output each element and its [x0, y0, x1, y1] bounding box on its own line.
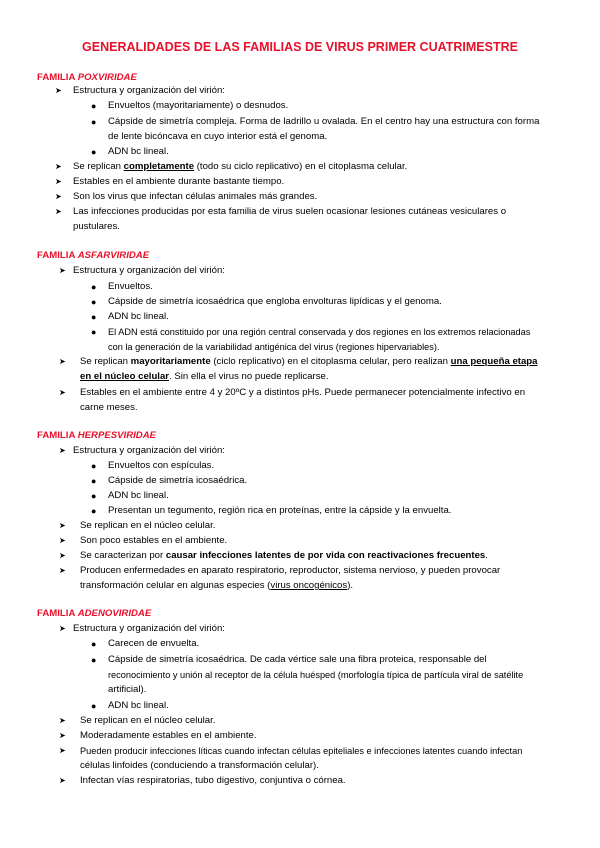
family-heading-poxviridae [37, 72, 137, 83]
text-run: Se replican [73, 161, 124, 172]
list-item: Cápside de simetría icosaédrica. [108, 475, 248, 486]
list-item: El ADN está constituido por una región central conservada y dos regiones en los extremos relacionadas [108, 327, 531, 337]
paragraph-continuation: células linfoides (conduciendo a transformación celular). [80, 760, 319, 771]
emphasis: mayoritariamente [130, 356, 211, 367]
paragraph: Estables en el ambiente durante bastante tiempo. [73, 176, 285, 187]
text-run: . [485, 550, 488, 561]
paragraph: Se replican en el núcleo celular. [80, 715, 216, 726]
paragraph-continuation: pustulares. [73, 221, 120, 232]
paragraph: Pueden producir infecciones líticas cuando infectan células epiteliales e infecciones latentes cuando infectan [80, 746, 523, 756]
text-run: Se replican [80, 356, 131, 367]
round-bullet-icon: ● [91, 701, 97, 711]
paragraph-replication [73, 160, 407, 175]
round-bullet-icon: ● [91, 101, 97, 111]
list-item: Cápside de simetría icosaédrica que engloba envolturas lipídicas y el genoma. [108, 296, 442, 307]
text-run: . Sin ella el virus no puede replicarse. [169, 371, 329, 382]
paragraph-continuation [80, 370, 329, 385]
family-name: HERPESVIRIDAE [77, 430, 157, 441]
family-prefix: FAMILIA [37, 608, 78, 619]
list-item: Carecen de envuelta. [108, 638, 200, 649]
paragraph: Son poco estables en el ambiente. [80, 535, 228, 546]
arrow-bullet-icon: ➤ [59, 716, 66, 725]
list-item: Envueltos con espículas. [108, 460, 215, 471]
arrow-bullet-icon: ➤ [59, 446, 66, 455]
family-heading-herpesviridae [37, 430, 156, 441]
list-item: Envueltos (mayoritariamente) o desnudos. [108, 100, 289, 111]
round-bullet-icon: ● [91, 639, 97, 649]
list-item-continuation: artificial). [108, 684, 147, 695]
family-name: POXVIRIDAE [77, 72, 137, 83]
list-item: Cápside de simetría compleja. Forma de ladrillo u ovalada. En el centro hay una estructura con forma [108, 116, 540, 127]
arrow-bullet-icon: ➤ [59, 357, 66, 366]
text-run: (todo su ciclo replicativo) en el citoplasma celular. [194, 161, 408, 172]
list-item-continuation: reconocimiento y unión al receptor de la célula huésped (morfología típica de partícula viral de satélite [108, 670, 524, 680]
paragraph: Moderadamente estables en el ambiente. [80, 730, 257, 741]
paragraph-replication [80, 355, 538, 370]
round-bullet-icon: ● [91, 297, 97, 307]
round-bullet-icon: ● [91, 491, 97, 501]
text-run: transformación celular en algunas especies ( [80, 580, 271, 591]
round-bullet-icon: ● [91, 461, 97, 471]
structure-label: Estructura y organización del virión: [73, 445, 225, 456]
arrow-bullet-icon: ➤ [55, 192, 62, 201]
round-bullet-icon: ● [91, 655, 97, 665]
arrow-bullet-icon: ➤ [59, 624, 66, 633]
round-bullet-icon: ● [91, 506, 97, 516]
emphasis: causar infecciones latentes de por vida con reactivaciones frecuentes [165, 550, 486, 561]
arrow-bullet-icon: ➤ [59, 746, 66, 755]
paragraph-continuation: carne meses. [80, 402, 138, 413]
text-run: Se caracterizan por [80, 550, 166, 561]
arrow-bullet-icon: ➤ [55, 86, 62, 95]
list-item: ADN bc lineal. [108, 490, 169, 501]
structure-label: Estructura y organización del virión: [73, 85, 225, 96]
paragraph-continuation [80, 579, 353, 594]
paragraph: Producen enfermedades en aparato respiratorio, reproductor, sistema nervioso, y pueden provocar [80, 565, 501, 576]
structure-label: Estructura y organización del virión: [73, 265, 225, 276]
round-bullet-icon: ● [91, 147, 97, 157]
arrow-bullet-icon: ➤ [59, 566, 66, 575]
paragraph: Se replican en el núcleo celular. [80, 520, 216, 531]
round-bullet-icon: ● [91, 476, 97, 486]
round-bullet-icon: ● [91, 117, 97, 127]
list-item-continuation: con la generación de la variabilidad antigénica del virus (regiones hipervariables). [108, 342, 440, 352]
round-bullet-icon: ● [91, 312, 97, 322]
arrow-bullet-icon: ➤ [59, 776, 66, 785]
list-item: ADN bc lineal. [108, 700, 169, 711]
arrow-bullet-icon: ➤ [55, 162, 62, 171]
arrow-bullet-icon: ➤ [55, 207, 62, 216]
family-prefix: FAMILIA [37, 250, 78, 261]
round-bullet-icon: ● [91, 327, 97, 337]
arrow-bullet-icon: ➤ [59, 731, 66, 740]
family-name: ADENOVIRIDAE [77, 608, 152, 619]
arrow-bullet-icon: ➤ [59, 266, 66, 275]
family-prefix: FAMILIA [37, 430, 78, 441]
family-heading-adenoviridae [37, 608, 151, 619]
arrow-bullet-icon: ➤ [59, 551, 66, 560]
list-item: ADN bc lineal. [108, 146, 169, 157]
list-item-continuation: de lente bicóncava en cuyo interior está el genoma. [108, 131, 328, 142]
family-prefix: FAMILIA [37, 72, 78, 83]
paragraph: Estables en el ambiente entre 4 y 20ºC y a distintos pHs. Puede permanecer potencialmente infectivo en [80, 387, 526, 398]
round-bullet-icon: ● [91, 282, 97, 292]
structure-label: Estructura y organización del virión: [73, 623, 225, 634]
family-heading-asfarviridae [37, 250, 149, 261]
emphasis: una pequeña etapa [450, 356, 538, 367]
paragraph: Son los virus que infectan células animales más grandes. [73, 191, 318, 202]
paragraph-latency [80, 549, 488, 564]
text-run: (ciclo replicativo) en el citoplasma celular, pero realizan [210, 356, 451, 367]
text-run: ). [347, 580, 354, 591]
list-item: ADN bc lineal. [108, 311, 169, 322]
emphasis: completamente [123, 161, 195, 172]
paragraph: Infectan vías respiratorias, tubo digestivo, conjuntiva o córnea. [80, 775, 346, 786]
document-title: GENERALIDADES DE LAS FAMILIAS DE VIRUS PRIMER CUATRIMESTRE [82, 40, 518, 54]
arrow-bullet-icon: ➤ [55, 177, 62, 186]
list-item: Presentan un tegumento, región rica en proteínas, entre la cápside y la envuelta. [108, 505, 452, 516]
list-item: Envueltos. [108, 281, 153, 292]
emphasis: en el núcleo celular [80, 371, 170, 382]
list-item: Cápside de simetría icosaédrica. De cada vértice sale una fibra proteica, responsable del [108, 654, 487, 665]
arrow-bullet-icon: ➤ [59, 388, 66, 397]
underlined-term: virus oncogénicos [270, 580, 348, 591]
paragraph: Las infecciones producidas por esta familia de virus suelen ocasionar lesiones cutáneas vesiculares o [73, 206, 507, 217]
arrow-bullet-icon: ➤ [59, 521, 66, 530]
family-name: ASFARVIRIDAE [77, 250, 150, 261]
arrow-bullet-icon: ➤ [59, 536, 66, 545]
